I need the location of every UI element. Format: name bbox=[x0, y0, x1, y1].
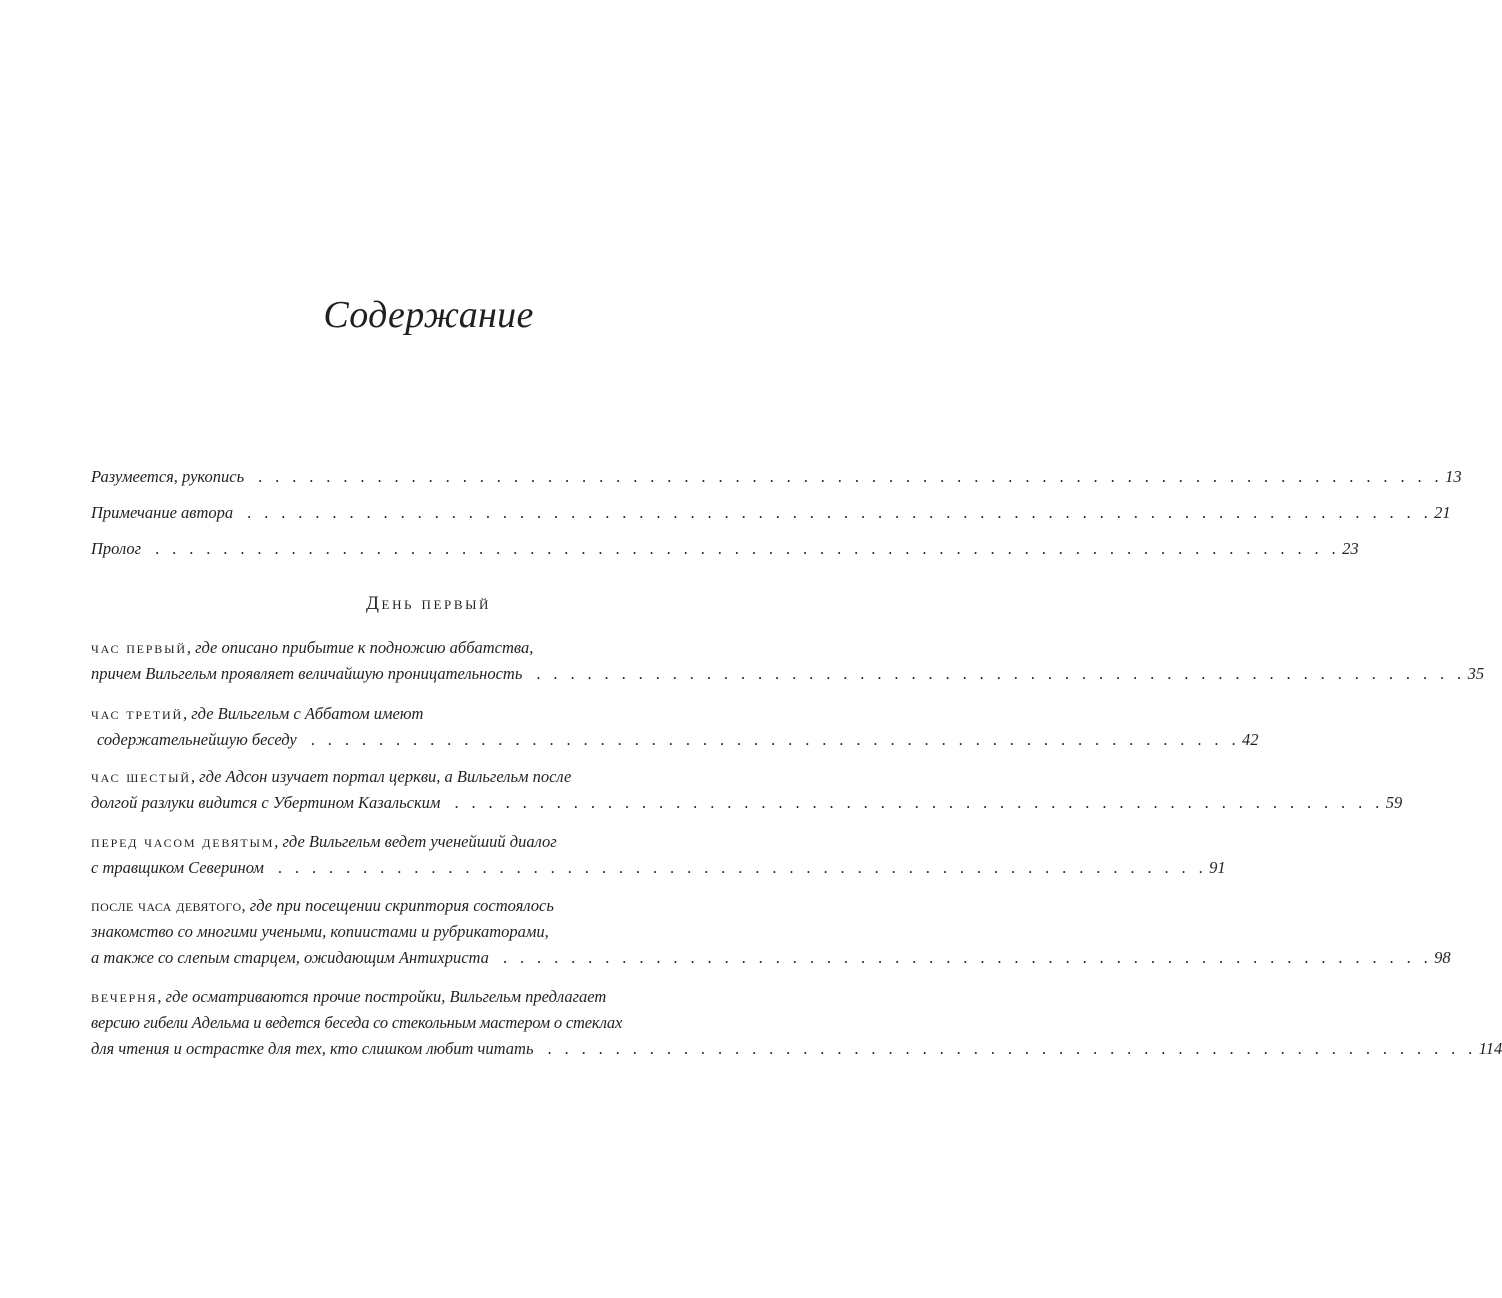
entry-title: Разумеется, рукопись bbox=[91, 467, 245, 486]
toc-entry[interactable]: перед часом девятым, где Вильгельм ведет ученейший диалог с травщиком Северином . . . . . . . . . . . . . . . . . . . . . . . . . . . . . . . . . . . . . . . . . . . . . . . . . . . . . . . 91 bbox=[91, 829, 699, 881]
chapter-desc: с травщиком Северином bbox=[91, 858, 264, 877]
chapter-label: час шестый bbox=[91, 767, 191, 786]
dot-leader: . . . . . . . . . . . . . . . . . . . . . . . . . . . . . . . . . . . . . . . . . . . . . . . . . . . . . . . bbox=[536, 664, 1466, 683]
chapter-desc: долгой разлуки видится с Убертином Казальским bbox=[91, 793, 441, 812]
page-number: 91 bbox=[1209, 858, 1226, 877]
chapter-label: вечерня bbox=[91, 987, 158, 1006]
page-title: Содержание bbox=[323, 294, 534, 336]
chapter-label: час третий bbox=[91, 704, 183, 723]
entry-title: Пролог bbox=[91, 539, 142, 558]
chapter-desc: для чтения и острастке для тех, кто слишком любит читать bbox=[91, 1039, 534, 1058]
chapter-desc: содержательнейшую беседу bbox=[97, 730, 297, 749]
dot-leader: . . . . . . . . . . . . . . . . . . . . . . . . . . . . . . . . . . . . . . . . . . . . . . . . . . . . . . . . . . . . . . . . . . . . . . bbox=[155, 539, 1341, 558]
toc-entry[interactable]: после часа девятого, где при посещении скриптория состоялось знакомство со многими учеными, копиистами и рубрикаторами, а также со слепым старцем, ожидающим Антихриста . . . . . . . . . . . . . . . . . . . . . . . . . . . . . . . . . . . . . . . . . . . . . . . . . . . . . . . 98 bbox=[91, 893, 699, 971]
page-number: 42 bbox=[1241, 730, 1259, 749]
page-number: 21 bbox=[1434, 503, 1451, 522]
toc-entry[interactable] bbox=[91, 536, 1359, 562]
toc-entry[interactable] bbox=[91, 464, 1462, 490]
chapter-label: перед часом девятым bbox=[91, 832, 275, 851]
dot-leader: . . . . . . . . . . . . . . . . . . . . . . . . . . . . . . . . . . . . . . . . . . . . . . . . . . . . . . . bbox=[502, 948, 1433, 967]
toc-entry[interactable]: час шестый, где Адсон изучает портал церкви, а Вильгельм после долгой разлуки видится с Убертином Казальским . . . . . . . . . . . . . . . . . . . . . . . . . . . . . . . . . . . . . . . . . . . . . . . . . . . . . . . 59 bbox=[91, 764, 699, 816]
section-heading: День первый bbox=[365, 593, 492, 614]
page-number: 59 bbox=[1385, 793, 1403, 812]
toc-entry[interactable] bbox=[91, 500, 1451, 526]
chapter-desc: где описано прибытие к подножию аббатства, bbox=[195, 638, 534, 657]
page-number: 35 bbox=[1467, 664, 1485, 683]
page-number: 114 bbox=[1478, 1039, 1502, 1058]
toc-entry[interactable]: час третий, где Вильгельм с Аббатом имеют содержательнейшую беседу . . . . . . . . . . . . . . . . . . . . . . . . . . . . . . . . . . . . . . . . . . . . . . . . . . . . . . . 42 bbox=[91, 701, 699, 753]
page-number: 23 bbox=[1342, 539, 1359, 558]
toc-entry[interactable]: час первый, где описано прибытие к подножию аббатства, причем Вильгельм проявляет величайшую проницательность . . . . . . . . . . . . . . . . . . . . . . . . . . . . . . . . . . . . . . . . . . . . . . . . . . . . . . . 35 bbox=[91, 635, 699, 687]
entry-title: Примечание автора bbox=[91, 503, 234, 522]
dot-leader: . . . . . . . . . . . . . . . . . . . . . . . . . . . . . . . . . . . . . . . . . . . . . . . . . . . . . . . bbox=[277, 858, 1208, 877]
chapter-label: после часа девятого bbox=[91, 896, 242, 915]
dot-leader: . . . . . . . . . . . . . . . . . . . . . . . . . . . . . . . . . . . . . . . . . . . . . . . . . . . . . . . . . . . . . . . . . . . . . . bbox=[258, 467, 1444, 486]
chapter-desc: знакомство со многими учеными, копиистами и рубрикаторами, bbox=[91, 922, 549, 941]
dot-leader: . . . . . . . . . . . . . . . . . . . . . . . . . . . . . . . . . . . . . . . . . . . . . . . . . . . . . . . bbox=[547, 1039, 1477, 1058]
chapter-label: час первый bbox=[91, 638, 187, 657]
chapter-desc: где Вильгельм с Аббатом имеют bbox=[191, 704, 424, 723]
chapter-desc: где осматриваются прочие постройки, Вильгельм предлагает bbox=[165, 987, 607, 1006]
page-number: 13 bbox=[1445, 467, 1462, 486]
dot-leader: . . . . . . . . . . . . . . . . . . . . . . . . . . . . . . . . . . . . . . . . . . . . . . . . . . . . . . . bbox=[454, 793, 1384, 812]
chapter-desc: где при посещении скриптория состоялось bbox=[249, 896, 554, 915]
toc-entry[interactable]: вечерня, где осматриваются прочие постройки, Вильгельм предлагает версию гибели Адельма и ведется беседа со стекольным мастером о стеклах для чтения и острастке для тех, кто слишком любит читать . . . . . . . . . . . . . . . . . . . . . . . . . . . . . . . . . . . . . . . . . . . . . . . . . . . . . . . 114 bbox=[91, 984, 699, 1062]
chapter-desc: где Вильгельм ведет ученейший диалог bbox=[282, 832, 557, 851]
page-number: 98 bbox=[1434, 948, 1451, 967]
dot-leader: . . . . . . . . . . . . . . . . . . . . . . . . . . . . . . . . . . . . . . . . . . . . . . . . . . . . . . . bbox=[310, 730, 1240, 749]
chapter-desc: где Адсон изучает портал церкви, а Вильгельм после bbox=[199, 767, 572, 786]
chapter-desc: причем Вильгельм проявляет величайшую проницательность bbox=[91, 664, 523, 683]
dot-leader: . . . . . . . . . . . . . . . . . . . . . . . . . . . . . . . . . . . . . . . . . . . . . . . . . . . . . . . . . . . . . . . . . . . . . . bbox=[247, 503, 1433, 522]
chapter-desc: версию гибели Адельма и ведется беседа со стекольным мастером о стеклах bbox=[91, 1013, 623, 1032]
chapter-desc: а также со слепым старцем, ожидающим Антихриста bbox=[91, 948, 489, 967]
